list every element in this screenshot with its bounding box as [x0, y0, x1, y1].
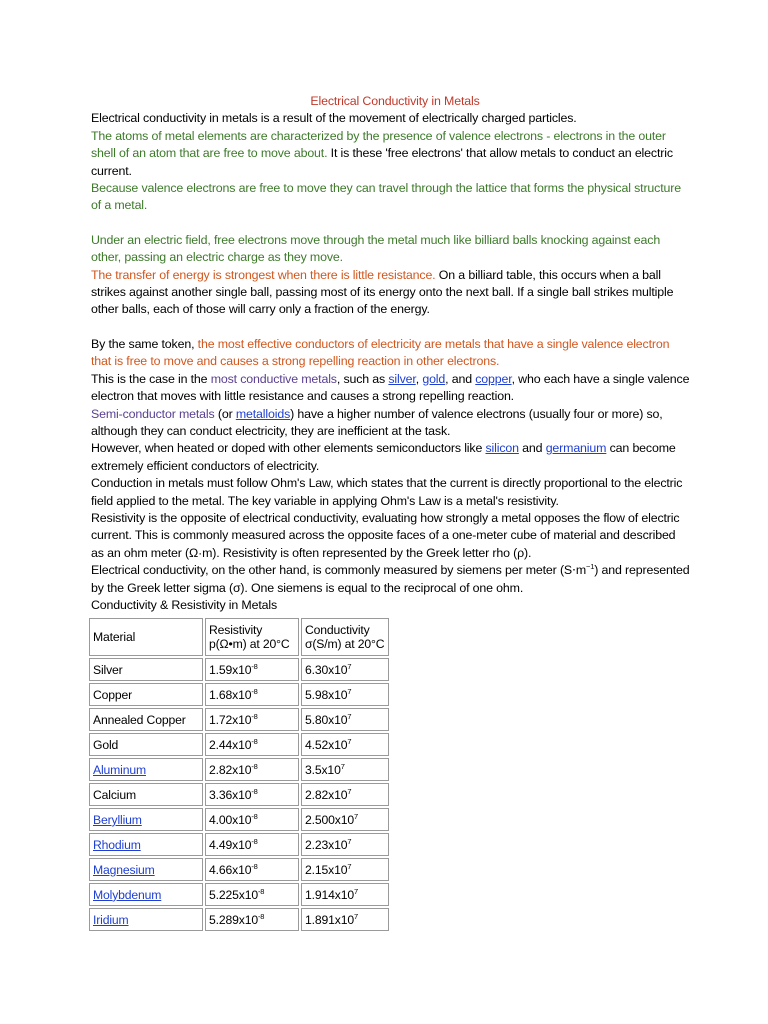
material-link[interactable]: Beryllium — [93, 812, 142, 827]
link-silicon[interactable]: silicon — [485, 441, 519, 456]
cell-material — [89, 858, 203, 881]
table-row — [89, 908, 389, 931]
cell-conductivity — [301, 783, 389, 806]
cell-material: Copper — [89, 683, 203, 706]
exponent: 7 — [347, 661, 352, 671]
cell-material — [89, 883, 203, 906]
material-link[interactable]: Molybdenum — [93, 887, 162, 902]
exponent: -8 — [251, 761, 258, 771]
header-conductivity — [301, 618, 389, 656]
conductivity-value: 1.891x10 — [305, 912, 354, 927]
paragraph-energy-transfer — [91, 267, 691, 319]
header-material: Material — [89, 618, 203, 656]
resistivity-value: 3.36x10 — [209, 787, 252, 802]
resistivity-value: 1.59x10 — [209, 662, 252, 677]
material-link[interactable]: Rhodium — [93, 837, 141, 852]
cell-conductivity — [301, 683, 389, 706]
spacer — [91, 215, 691, 232]
header-line: Conductivity — [305, 623, 370, 638]
exponent: -8 — [251, 661, 258, 671]
exponent: 7 — [353, 886, 358, 896]
exponent: 7 — [347, 836, 352, 846]
cell-material: Silver — [89, 658, 203, 681]
conductivity-value: 2.500x10 — [305, 812, 354, 827]
plain-text: , who each have a single valence electron that moves with little resistance and causes a strong repelling reaction. — [91, 371, 690, 404]
link-gold[interactable]: gold — [422, 371, 446, 386]
orange-text: the most effective conductors of electricity are metals that have a single valence electron that is free to move and causes a strong repelling reaction in other electrons. — [91, 336, 670, 369]
plain-text: and — [518, 441, 546, 456]
paragraph-valence — [91, 128, 691, 180]
cell-conductivity — [301, 708, 389, 731]
paragraph-same-token — [91, 336, 691, 371]
link-metalloids[interactable]: metalloids — [235, 406, 291, 421]
conductivity-value: 5.80x10 — [305, 712, 348, 727]
page-title: Electrical Conductivity in Metals — [310, 94, 480, 108]
exponent: -8 — [251, 811, 258, 821]
plain-text: On a billiard table, this occurs when a ball strikes against another single ball, passing most of its energy onto the next ball. If a single ball strikes multiple other balls, each of those will carry only a fraction of the energy. — [91, 267, 674, 317]
resistivity-value: 5.225x10 — [209, 887, 258, 902]
table-row — [89, 683, 389, 706]
purple-text: Semi-conductor metals — [91, 406, 215, 421]
exponent: 7 — [347, 711, 352, 721]
link-copper[interactable]: copper — [475, 371, 512, 386]
exponent: -8 — [257, 911, 265, 921]
conductivity-value: 1.914x10 — [305, 887, 354, 902]
cell-resistivity — [205, 833, 299, 856]
cell-resistivity — [205, 708, 299, 731]
resistivity-value: 5.289x10 — [209, 912, 258, 927]
table-row — [89, 783, 389, 806]
header-line: Resistivity — [209, 623, 263, 638]
conductivity-value: 2.82x10 — [305, 787, 348, 802]
cell-conductivity — [301, 908, 389, 931]
conductivity-value: 3.5x10 — [305, 762, 341, 777]
conductivity-table — [87, 616, 391, 933]
plain-text: , and — [445, 371, 476, 386]
material-link[interactable]: Aluminum — [93, 762, 146, 777]
cell-resistivity — [205, 908, 299, 931]
paragraph-lattice: Because valence electrons are free to move they can travel through the lattice that forms the physical structure of a metal. — [91, 181, 681, 213]
exponent: -8 — [251, 711, 258, 721]
cell-resistivity — [205, 733, 299, 756]
table-caption: Conductivity & Resistivity in Metals — [91, 597, 278, 612]
plain-text: ) and represented by the Greek letter sigma (σ). One siemens is equal to the reciprocal of one ohm. — [91, 563, 690, 595]
cell-material — [89, 758, 203, 781]
conductivity-value: 2.23x10 — [305, 837, 348, 852]
resistivity-value: 2.44x10 — [209, 737, 252, 752]
resistivity-value: 4.49x10 — [209, 837, 252, 852]
cell-conductivity — [301, 658, 389, 681]
cell-material: Calcium — [89, 783, 203, 806]
paragraph-resistivity: Resistivity is the opposite of electrical conductivity, evaluating how strongly a metal opposes the flow of electric current. This is commonly measured across the opposite faces of a one-meter cube of material and described as an ohm meter (Ω·m). Resistivity is often represented by the Greek letter rho (ρ). — [91, 510, 680, 560]
plain-text: , such as — [336, 371, 389, 386]
table-row — [89, 708, 389, 731]
paragraph-intro: Electrical conductivity in metals is a result of the movement of electrically charged particles. — [91, 111, 577, 126]
plain-text: This is the case in the — [91, 371, 211, 386]
cell-resistivity — [205, 883, 299, 906]
resistivity-value: 4.66x10 — [209, 862, 252, 877]
cell-conductivity — [301, 733, 389, 756]
exponent: 7 — [340, 761, 345, 771]
conductivity-value: 2.15x10 — [305, 862, 348, 877]
resistivity-value: 1.68x10 — [209, 687, 252, 702]
exponent: 7 — [353, 911, 358, 921]
exponent: -8 — [251, 686, 258, 696]
resistivity-value: 4.00x10 — [209, 812, 252, 827]
cell-material — [89, 833, 203, 856]
cell-material: Gold — [89, 733, 203, 756]
table-row — [89, 858, 389, 881]
paragraph-billiard: Under an electric field, free electrons move through the metal much like billiard balls knocking against each other, passing an electric charge as they move. — [91, 232, 661, 265]
table-row — [89, 883, 389, 906]
exponent: 7 — [353, 811, 358, 821]
material-link[interactable]: Magnesium — [93, 862, 155, 877]
plain-text: , — [415, 371, 423, 386]
paragraph-semiconductors — [91, 406, 691, 441]
superscript: −1 — [586, 562, 595, 572]
plain-text: It is these 'free electrons' that allow metals to conduct an electric current. — [91, 146, 673, 178]
paragraph-conductivity — [91, 562, 691, 597]
cell-conductivity — [301, 808, 389, 831]
exponent: 7 — [347, 861, 352, 871]
orange-text: The transfer of energy is strongest when there is little resistance. — [91, 267, 436, 282]
header-resistivity — [205, 618, 299, 656]
exponent: -8 — [251, 736, 258, 746]
cell-material — [89, 808, 203, 831]
plain-text: However, when heated or doped with other elements semiconductors like — [91, 441, 486, 456]
header-line: σ(S/m) at 20°C — [305, 637, 385, 652]
cell-resistivity — [205, 758, 299, 781]
paragraph-conductive-metals — [91, 371, 691, 406]
resistivity-value: 1.72x10 — [209, 712, 252, 727]
spacer — [91, 319, 691, 336]
paragraph-doping — [91, 440, 691, 475]
plain-text: By the same token, — [91, 336, 198, 351]
plain-text: Electrical conductivity, on the other hand, is commonly measured by siemens per meter (S⋅m — [91, 563, 586, 578]
cell-resistivity — [205, 683, 299, 706]
resistivity-value: 2.82x10 — [209, 762, 252, 777]
cell-resistivity — [205, 808, 299, 831]
document-body — [91, 93, 691, 933]
exponent: 7 — [347, 686, 352, 696]
paragraph-ohms-law: Conduction in metals must follow Ohm's Law, which states that the current is directly proportional to the electric field applied to the metal. The key variable in applying Ohm's Law is a metal's resistivity. — [91, 476, 683, 508]
table-row — [89, 758, 389, 781]
cell-resistivity — [205, 858, 299, 881]
cell-material — [89, 908, 203, 931]
cell-resistivity — [205, 783, 299, 806]
green-text: The atoms of metal elements are characterized by the presence of valence electrons - electrons in the outer shell of an atom that are free to move about. — [91, 128, 666, 161]
conductivity-value: 5.98x10 — [305, 687, 348, 702]
table-row — [89, 658, 389, 681]
exponent: -8 — [257, 886, 265, 896]
exponent: -8 — [251, 786, 258, 796]
cell-conductivity — [301, 758, 389, 781]
exponent: -8 — [251, 861, 258, 871]
material-link[interactable]: Iridium — [93, 912, 129, 927]
conductivity-value: 6.30x10 — [305, 662, 348, 677]
table-row — [89, 833, 389, 856]
exponent: 7 — [347, 786, 352, 796]
cell-material: Annealed Copper — [89, 708, 203, 731]
purple-text: most conductive metals — [210, 371, 337, 386]
table-header-row — [89, 618, 389, 656]
plain-text: can become extremely efficient conductors of electricity. — [91, 441, 676, 473]
link-germanium[interactable]: germanium — [545, 441, 607, 456]
table-row — [89, 733, 389, 756]
cell-conductivity — [301, 833, 389, 856]
cell-resistivity — [205, 658, 299, 681]
cell-conductivity — [301, 883, 389, 906]
link-silver[interactable]: silver — [388, 371, 416, 386]
exponent: -8 — [251, 836, 258, 846]
cell-conductivity — [301, 858, 389, 881]
exponent: 7 — [347, 736, 352, 746]
plain-text: ) have a higher number of valence electrons (usually four or more) so, although they can conduct electricity, they are inefficient at the task. — [91, 406, 663, 438]
conductivity-value: 4.52x10 — [305, 737, 348, 752]
plain-text: (or — [214, 406, 236, 421]
header-line: p(Ω•m) at 20°C — [209, 637, 290, 652]
table-row — [89, 808, 389, 831]
